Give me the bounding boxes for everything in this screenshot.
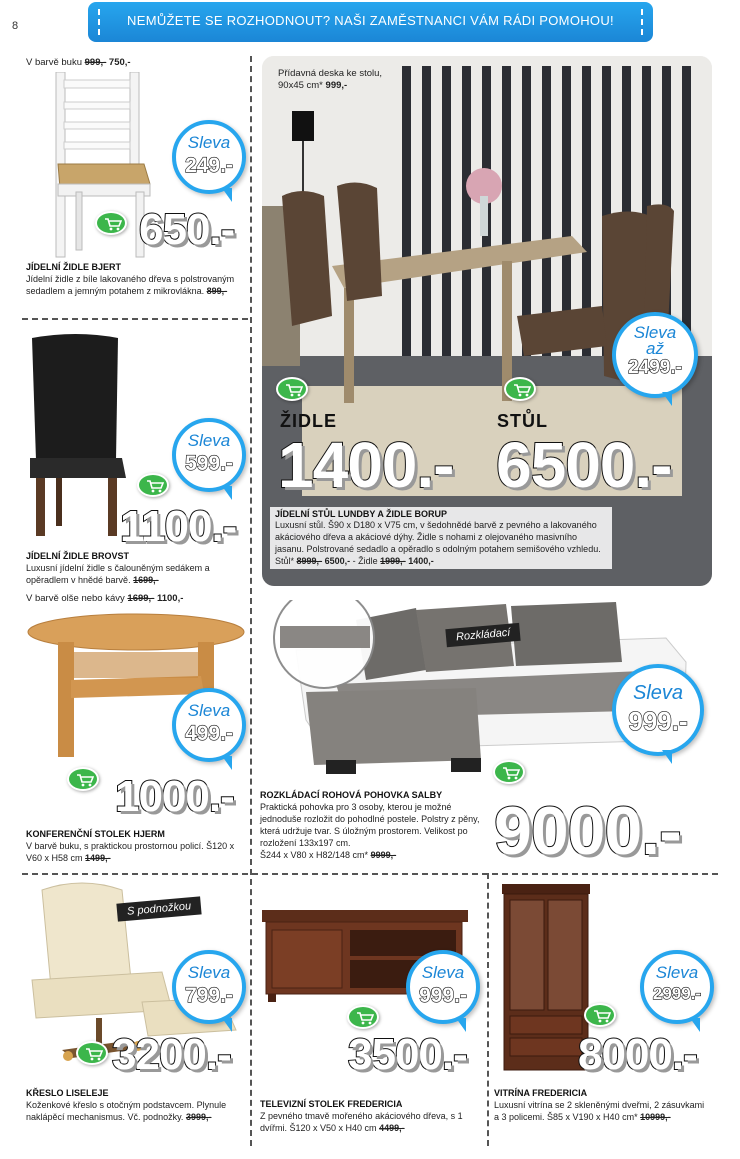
tv-cart-icon[interactable] (347, 1005, 379, 1029)
borup-label-table: STŮL (497, 411, 548, 431)
borup-sleva-bubble: Sleva až 2499.- (612, 312, 698, 398)
borup-chair-cart-icon[interactable] (276, 377, 308, 401)
borup-label-chair: ŽIDLE (280, 411, 337, 431)
borup-table-price: 6500.- (496, 429, 672, 501)
addon-board-note: Přídavná deska ke stolu, 90x45 cm* 999,- (278, 68, 383, 91)
borup-info-box (270, 507, 612, 569)
divider-vertical-left (250, 56, 252, 1146)
tv-title: TELEVIZNÍ STOLEK FREDERICIA (260, 1099, 403, 1109)
liseleje-footstool-tag: S podnožkou (116, 896, 201, 921)
brovst-desc: Luxusní jídelní židle s čalouněným sedákem a opěradlem v hnědé barvě. 1699,- (26, 563, 210, 585)
salby-price: 9000.- (494, 793, 681, 869)
help-banner: NEMŮŽETE SE ROZHODNOUT? NAŠI ZAMĚSTNANCI VÁM RÁDI POMOHOU! (88, 2, 653, 42)
vitrina-desc: Luxusní vitrína se 2 skleněnými dveřmi, 2 zásuvkami a 3 policemi. Š85 x V190 x H40 cm* 10999,- (494, 1100, 705, 1122)
tv-price: 3500.- (348, 1030, 467, 1079)
vitrina-title: VITRÍNA FREDERICIA (494, 1088, 588, 1098)
liseleje-cart-icon[interactable] (76, 1041, 108, 1065)
vitrina-cart-icon[interactable] (584, 1003, 616, 1027)
borup-price-line: Stůl* 8999,- 6500,- - Židle 1999,- 1400,- (275, 556, 434, 566)
divider-h1 (22, 318, 248, 320)
hjerm-cart-icon[interactable] (67, 767, 99, 791)
borup-desc: Luxusní stůl. Š90 x D180 x V75 cm, v šedohnědé barvě z pevného a lakovaného akáciového dřeva a akáciové dýhy. Židle s nohami z olejovaného masivního jasanu. Polstrované sedadlo a opěradlo s odolným potahem semišového vzhledu. (275, 520, 601, 554)
salby-desc: Praktická pohovka pro 3 osoby, kterou je možné jednoduše rozložit do pohodlné postele. Polstry z pěny, která udržuje tvar. S úložným prostorem. Velikost po rozložení 133x197 cm. Š244 x V80 x H82/148 cm* 9999,- (260, 802, 480, 860)
hjerm-desc: V barvě buku, s praktickou prostornou policí. Š120 x V60 x H58 cm 1499,- (26, 841, 235, 863)
bjert-sleva-bubble: Sleva 249.- (172, 120, 246, 194)
salby-sleva-bubble: Sleva 999.- (612, 664, 704, 756)
vitrina-price: 8000.- (578, 1030, 697, 1079)
tv-desc: Z pevného tmavě mořeného akáciového dřeva, s 1 dvířmi. Š120 x V50 x H40 cm 4499,- (260, 1111, 463, 1133)
hjerm-price: 1000.- (115, 772, 234, 821)
liseleje-sleva-bubble: Sleva 799.- (172, 950, 246, 1024)
brovst-color-note: V barvě olše nebo kávy 1699,- 1100,- (26, 593, 184, 604)
divider-h3 (22, 873, 718, 875)
bjert-title: JÍDELNÍ ŽIDLE BJERT (26, 262, 122, 272)
brovst-price: 1100.- (120, 502, 237, 551)
bjert-color-note: V barvě buku 999,- 750,- (26, 57, 131, 68)
liseleje-desc: Koženkové křeslo s otočným podstavcem. Plynule naklápěcí mechanismus. Vč. podnožky. 3999,- (26, 1100, 227, 1122)
liseleje-price: 3200.- (112, 1030, 231, 1079)
bjert-cart-icon[interactable] (95, 211, 127, 235)
page-number: 8 (12, 20, 19, 32)
liseleje-title: KŘESLO LISELEJE (26, 1088, 109, 1098)
salby-title: ROZKLÁDACÍ ROHOVÁ POHOVKA SALBY (260, 790, 443, 800)
brovst-title: JÍDELNÍ ŽIDLE BROVST (26, 551, 130, 561)
vitrina-sleva-bubble: Sleva 2999.- (640, 950, 714, 1024)
bjert-desc: Jídelní židle z bíle lakovaného dřeva s polstrovaným sedadlem a jemným potahem z mikrovlákna. 899,- (26, 274, 235, 296)
borup-chair-price: 1400.- (278, 429, 454, 501)
hjerm-title: KONFERENČNÍ STOLEK HJERM (26, 829, 165, 839)
brovst-chair-image (26, 332, 130, 542)
salby-foldable-tag: Rozkládací (445, 623, 521, 647)
borup-title: JÍDELNÍ STŮL LUNDBY A ŽIDLE BORUP (275, 509, 448, 519)
bjert-price: 650.- (139, 205, 235, 254)
salby-cart-icon[interactable] (493, 760, 525, 784)
divider-vertical-right (487, 873, 489, 1146)
brovst-cart-icon[interactable] (137, 473, 169, 497)
hjerm-sleva-bubble: Sleva 499.- (172, 688, 246, 762)
borup-table-cart-icon[interactable] (504, 377, 536, 401)
brovst-sleva-bubble: Sleva 599.- (172, 418, 246, 492)
tv-sleva-bubble: Sleva 999.- (406, 950, 480, 1024)
